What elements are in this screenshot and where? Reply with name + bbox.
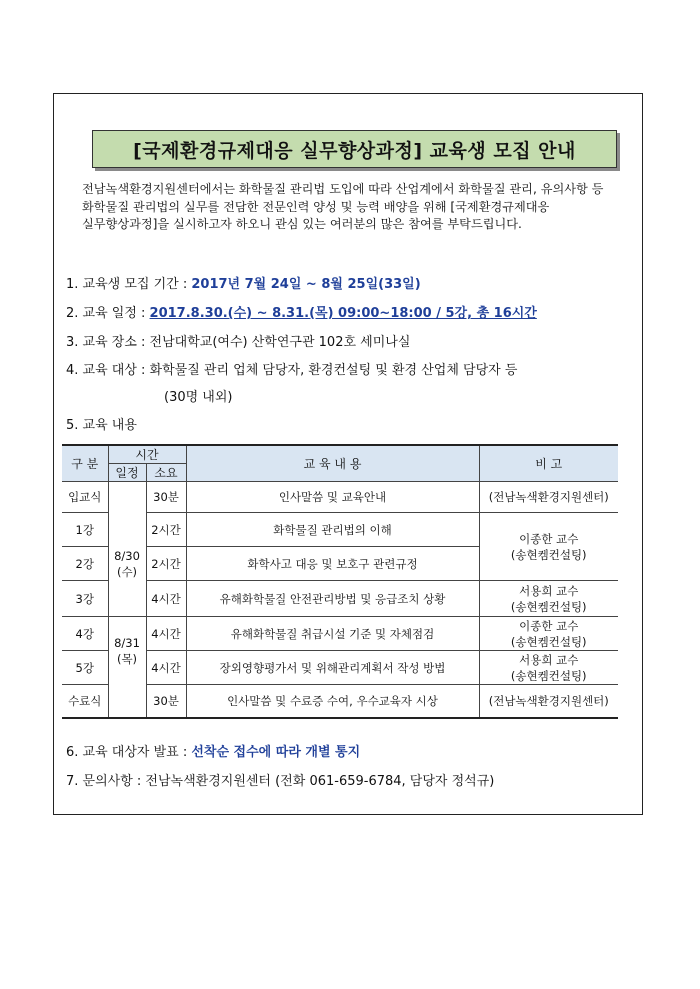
item-target: 4. 교육 대상 : 화학물질 관리 업체 담당자, 환경컨설팅 및 환경 산업체 담당자 등 (66, 363, 518, 378)
item-target-sub: (30명 내외) (164, 390, 233, 405)
item-value: 2017.8.30.(수) ~ 8.31.(목) 09:00~18:00 / 5강, 총 16시간 (149, 306, 537, 321)
item-announce (66, 741, 360, 760)
note-affiliation: (송현켐컨설팅) (510, 668, 587, 683)
note-name: 서용희 교수 (519, 583, 579, 598)
cell-duration: 4시간 (146, 651, 186, 685)
cell-date-group (108, 513, 146, 617)
cell-duration: 30분 (146, 685, 186, 718)
cell-duration: 2시간 (146, 547, 186, 581)
note-name: 이종한 교수 (519, 531, 579, 546)
cell-content: 인사말씀 및 교육안내 (186, 482, 479, 513)
cell-date-group (108, 617, 146, 685)
header-duration: 소요 (146, 464, 186, 482)
cell-date-blank (108, 685, 146, 718)
cell-gubun: 수료식 (62, 685, 108, 718)
cell-date-blank (108, 482, 146, 513)
cell-content: 유해화학물질 안전관리방법 및 응급조치 상황 (186, 581, 479, 617)
note-affiliation: (송현켐컨설팅) (510, 634, 587, 649)
cell-note (479, 651, 618, 685)
note-affiliation: (송현켐컨설팅) (510, 599, 587, 614)
date-line: 8/31 (114, 635, 140, 650)
cell-gubun: 1강 (62, 513, 108, 547)
cell-note: (전남녹색환경지원센터) (479, 685, 618, 718)
cell-duration: 2시간 (146, 513, 186, 547)
header-content: 교 육 내 용 (186, 445, 479, 482)
cell-note (479, 581, 618, 617)
item-value: 2017년 7월 24일 ~ 8월 25일(33일) (191, 277, 421, 292)
cell-duration: 4시간 (146, 617, 186, 651)
cell-gubun: 3강 (62, 581, 108, 617)
item-place: 3. 교육 장소 : 전남대학교(여수) 산학연구관 102호 세미나실 (66, 335, 411, 350)
intro-line: 실무향상과정]을 실시하고자 하오니 관심 있는 여러분의 많은 참여를 부탁드립니다. (82, 217, 522, 231)
item-value: 선착순 접수에 따라 개별 통지 (191, 745, 361, 760)
cell-duration: 30분 (146, 482, 186, 513)
cell-duration: 4시간 (146, 581, 186, 617)
cell-gubun: 5강 (62, 651, 108, 685)
cell-gubun: 2강 (62, 547, 108, 581)
item-recruit-period (66, 273, 421, 292)
cell-content: 유해화학물질 취급시설 기준 및 자체점검 (186, 617, 479, 651)
intro-line: 화학물질 관리법의 실무를 전담한 전문인력 양성 및 능력 배양을 위해 [국제환경규제대응 (82, 199, 550, 214)
cell-note-shared (479, 513, 618, 581)
note-name: 이종한 교수 (519, 618, 579, 633)
cell-note (479, 617, 618, 651)
header-note: 비 고 (479, 445, 618, 482)
schedule-table (62, 444, 618, 719)
table-row (62, 513, 618, 547)
header-date: 일정 (108, 464, 146, 482)
header-gubun: 구 분 (62, 445, 108, 482)
table-row (62, 581, 618, 617)
cell-content: 화학사고 대응 및 보호구 관련규정 (186, 547, 479, 581)
cell-content: 인사말씀 및 수료증 수여, 우수교육자 시상 (186, 685, 479, 718)
item-label: 6. 교육 대상자 발표 : (66, 745, 192, 760)
item-label: 2. 교육 일정 : (66, 306, 150, 321)
table-row (62, 651, 618, 685)
date-day: (목) (116, 651, 138, 666)
note-name: 서용희 교수 (519, 652, 579, 667)
header-time: 시간 (108, 445, 186, 464)
cell-content: 화학물질 관리법의 이해 (186, 513, 479, 547)
item-contact: 7. 문의사항 : 전남녹색환경지원센터 (전화 061-659-6784, 담당자 정석규) (66, 774, 495, 789)
date-day: (수) (116, 565, 138, 580)
cell-gubun: 4강 (62, 617, 108, 651)
table-row (62, 482, 618, 513)
table-row (62, 617, 618, 651)
cell-gubun: 입교식 (62, 482, 108, 513)
date-line: 8/30 (114, 549, 140, 564)
intro-paragraph (82, 181, 648, 234)
intro-line: 전남녹색환경지원센터에서는 화학물질 관리법 도입에 따라 산업계에서 화학물질 관리, 유의사항 등 (82, 182, 604, 196)
item-schedule (66, 302, 537, 321)
cell-note: (전남녹색환경지원센터) (479, 482, 618, 513)
page-title: [국제환경규제대응 실무향상과정] 교육생 모집 안내 (92, 130, 617, 168)
item-label: 1. 교육생 모집 기간 : (66, 277, 192, 292)
cell-content: 장외영향평가서 및 위해관리계획서 작성 방법 (186, 651, 479, 685)
table-row (62, 685, 618, 718)
note-affiliation: (송현켐컨설팅) (510, 547, 587, 562)
item-content: 5. 교육 내용 (66, 418, 137, 433)
